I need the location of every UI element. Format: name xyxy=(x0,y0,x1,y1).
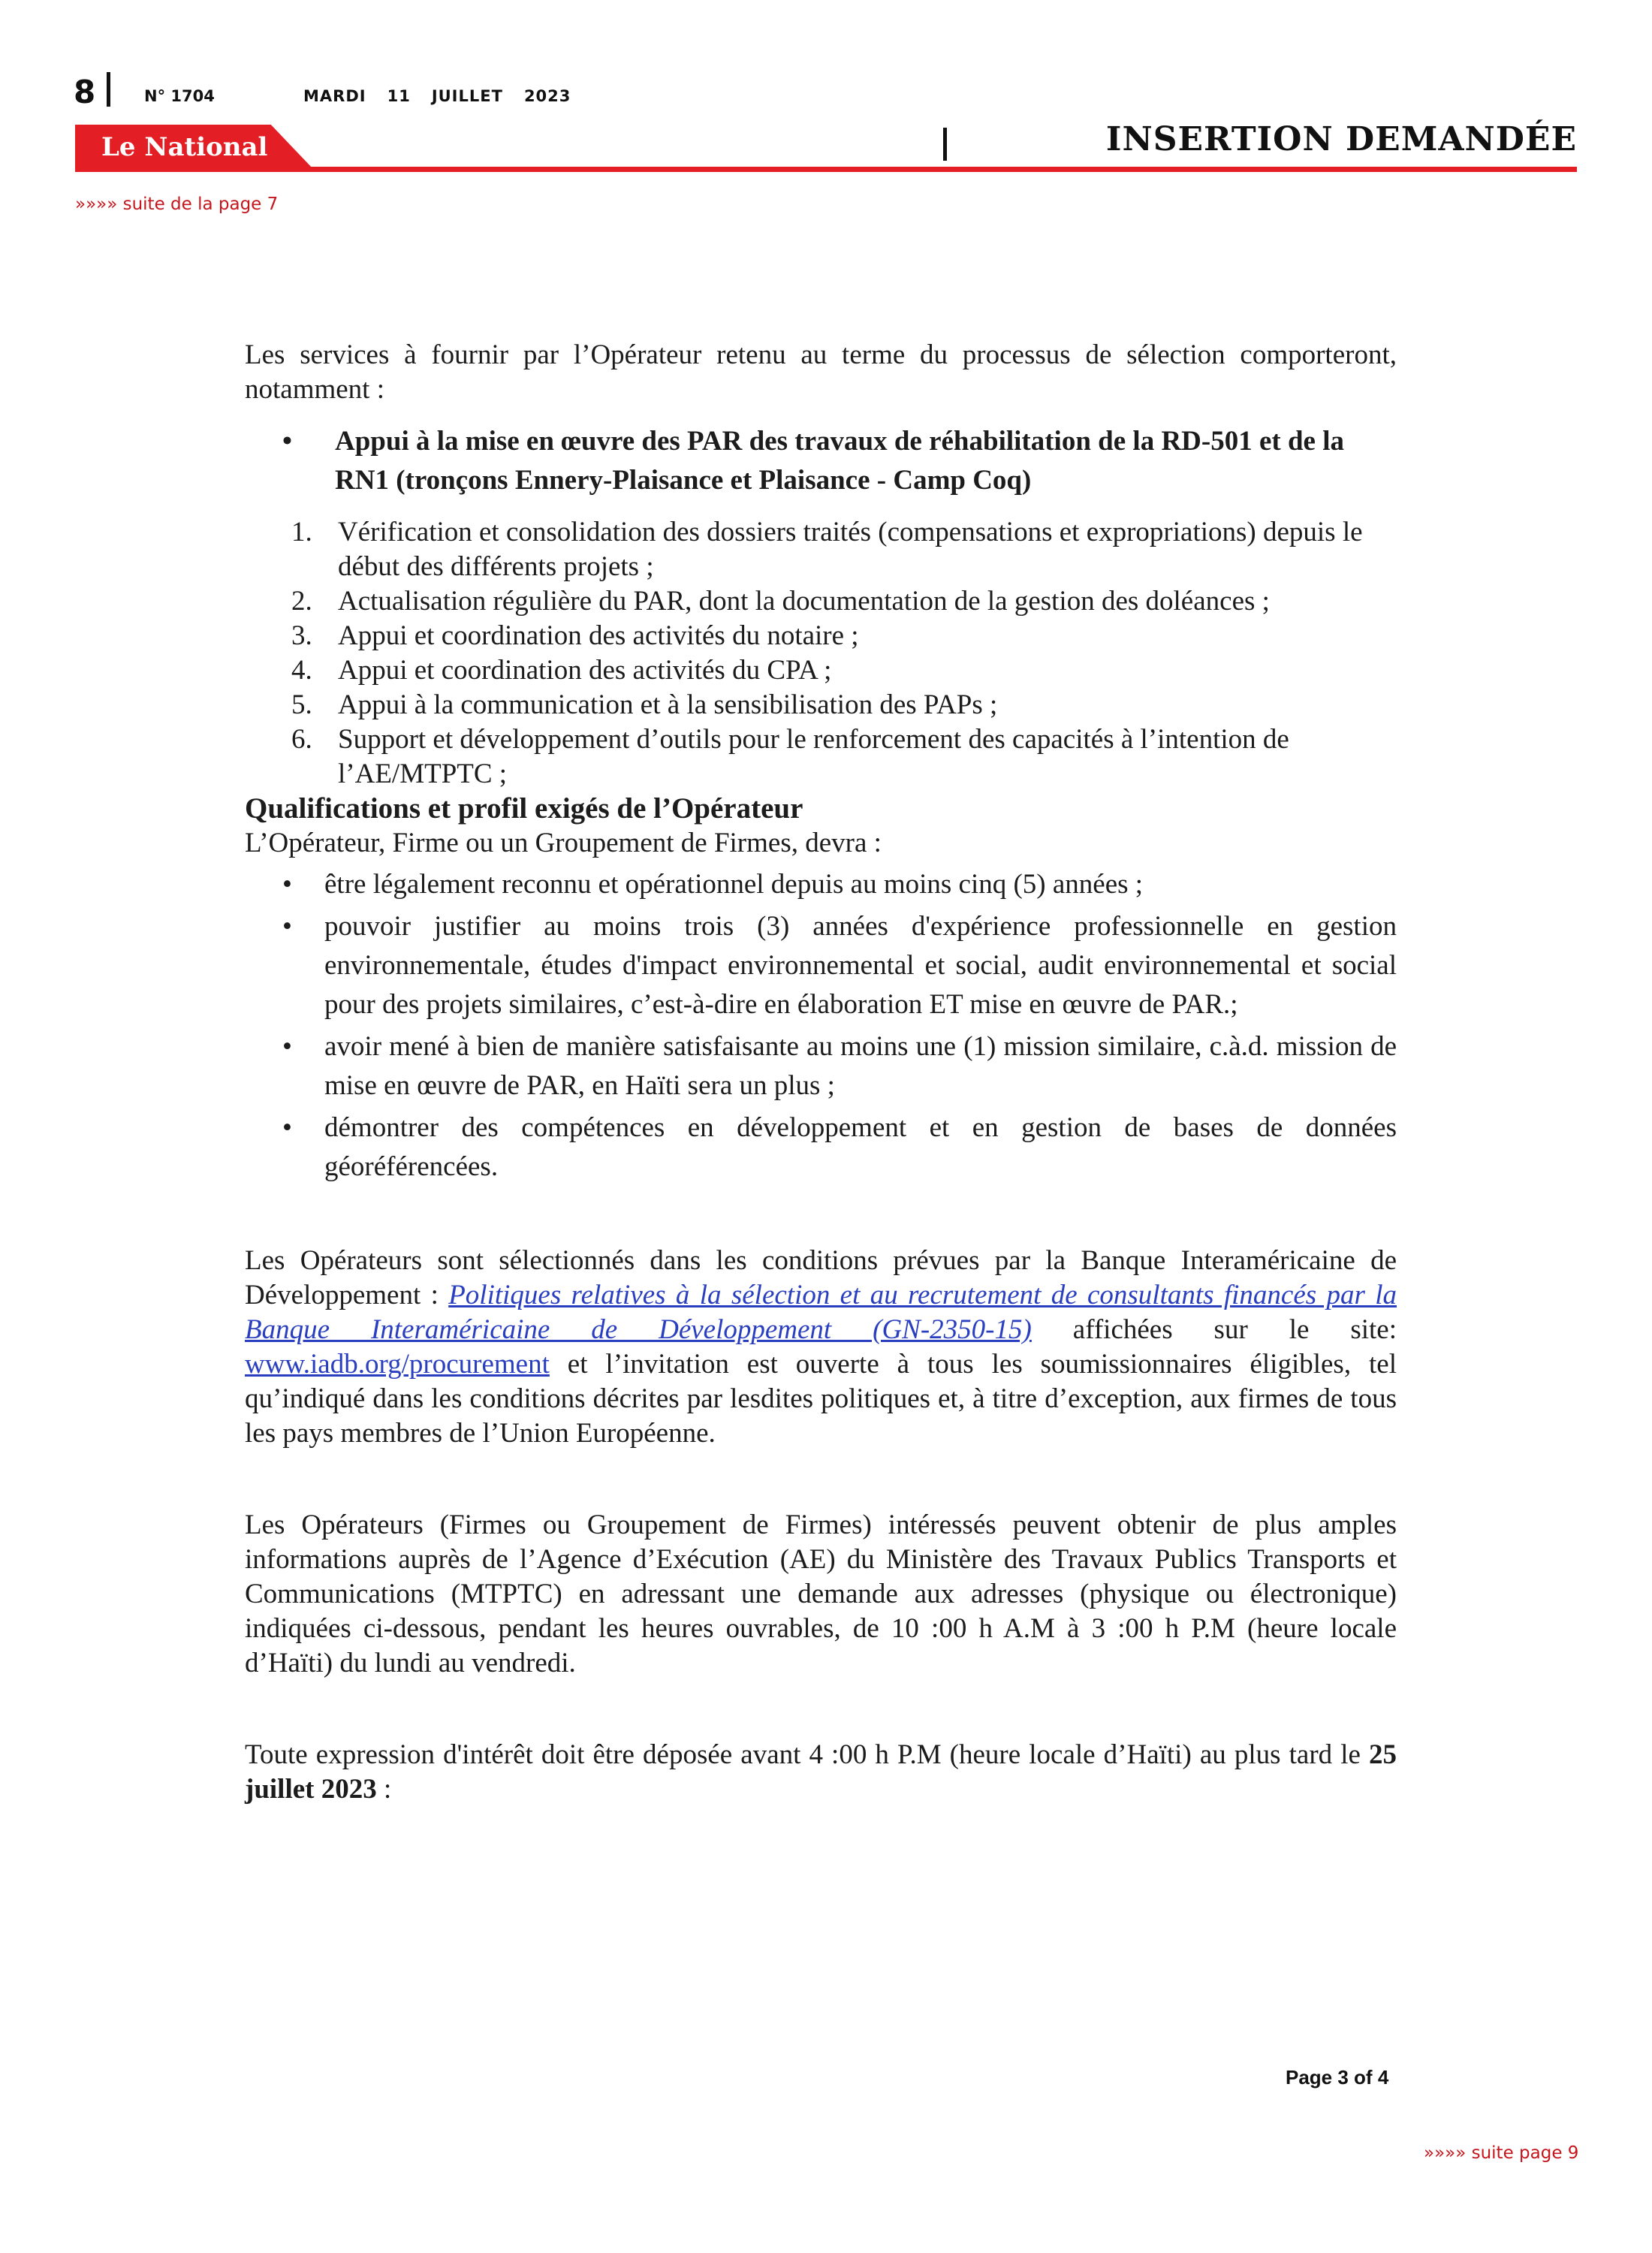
list-item: 1. Vérification et consolidation des dossiers traités (compensations et expropriations) depuis le début des différents projets ; xyxy=(291,517,1363,582)
bullet-icon: • xyxy=(282,869,292,900)
section-title: INSERTION DEMANDÉE xyxy=(1105,120,1577,158)
main-bullet-text: Appui à la mise en œuvre des PAR des travaux de réhabilitation de la RD-501 et de la RN1 (tronçons Ennery-Plaisance et Plaisance - Camp Coq) xyxy=(335,426,1344,496)
list-item: 5. Appui à la communication et à la sensibilisation des PAPs ; xyxy=(291,689,998,720)
deadline-paragraph: Toute expression d'intérêt doit être déposée avant 4 :00 h P.M (heure locale d’Haïti) au plus tard le 25 juillet 2023 : xyxy=(245,1739,1397,1805)
qualifications-heading: Qualifications et profil exigés de l’Opérateur xyxy=(245,792,803,825)
document-page-indicator: Page 3 of 4 xyxy=(1286,2066,1389,2089)
page-number: 8 xyxy=(74,74,96,110)
info-paragraph: Les Opérateurs (Firmes ou Groupement de Firmes) intéressés peuvent obtenir de plus amples informations auprès de l’Agence d’Exécution (AE) du Ministère des Travaux Publics Transports et Communications (MTPTC) en adressant une demande aux adresses (physique ou électronique) indiquées ci-dessous, pendant les heures ouvrables, de 10 :00 h A.M à 3 :00 h P.M (heure locale d’Haïti) du lundi au vendredi. xyxy=(245,1510,1397,1678)
services-intro: Les services à fournir par l’Opérateur retenu au terme du processus de sélection comporteront, notamment : xyxy=(245,339,1397,405)
list-item: • être légalement reconnu et opérationnel depuis au moins cinq (5) années ; xyxy=(245,865,1397,904)
issue-number: N° 1704 xyxy=(144,87,215,105)
list-item: • avoir mené à bien de manière satisfaisante au moins une (1) mission similaire, c.à.d. mission de mise en œuvre de PAR, en Haïti sera un plus ; xyxy=(245,1027,1397,1105)
date-year: 2023 xyxy=(523,87,571,105)
issue-date xyxy=(303,87,592,105)
list-item: 6. Support et développement d’outils pour le renforcement des capacités à l’intention de l’AE/MTPTC ; xyxy=(291,724,1289,789)
header-rule xyxy=(75,167,1577,172)
bullet-icon: • xyxy=(282,911,292,942)
list-item: 3. Appui et coordination des activités du notaire ; xyxy=(291,620,859,651)
requirements-list xyxy=(245,865,1397,1187)
bullet-icon: • xyxy=(282,1031,292,1062)
selection-paragraph: Les Opérateurs sont sélectionnés dans les conditions prévues par la Banque Interaméricaine de Développement : Politiques relatives à la sélection et au recrutement de consultants financés par la Banque Interaméricaine de Développement (GN-2350-15) affichées sur le site: www.iadb.org/procurement et l’invitation est ouverte à tous les soumissionnaires éligibles, tel qu’indiqué dans les conditions décrites par lesdites politiques et, à titre d’exception, aux firmes de tous les pays membres de l’Union Européenne. xyxy=(245,1245,1397,1449)
list-item: • pouvoir justifier au moins trois (3) années d'expérience professionnelle en gestion environnementale, études d'impact environnemental et social, audit environnemental et social pour des projets similaires, c’est-à-dire en élaboration ET mise en œuvre de PAR.; xyxy=(245,907,1397,1024)
list-item: • démontrer des compétences en développement et en gestion de bases de données géoréférencées. xyxy=(245,1108,1397,1187)
date-weekday: MARDI xyxy=(303,87,366,105)
policy-link[interactable]: Politiques relatives à la sélection et au recrutement de consultants financés par la Banque Interaméricaine de Développement (GN-2350-15) xyxy=(245,1280,1397,1345)
iadb-procurement-link[interactable]: www.iadb.org/procurement xyxy=(245,1349,550,1380)
date-day: 11 xyxy=(387,87,411,105)
date-month: JUILLET xyxy=(431,87,503,105)
bullet-icon: • xyxy=(282,426,292,457)
continued-from-label: »»»» suite de la page 7 xyxy=(75,195,279,214)
main-bullet xyxy=(245,422,1397,500)
list-item: 4. Appui et coordination des activités du CPA ; xyxy=(291,655,832,686)
brand-logo-text: Le National xyxy=(101,132,268,162)
task-list xyxy=(245,515,1397,792)
document-body xyxy=(245,338,1397,1807)
bullet-icon: • xyxy=(282,1112,292,1143)
qualifications-intro: L’Opérateur, Firme ou un Groupement de Firmes, devra : xyxy=(245,828,882,858)
header-divider xyxy=(943,128,947,161)
list-item: 2. Actualisation régulière du PAR, dont la documentation de la gestion des doléances ; xyxy=(291,586,1270,617)
page-number-divider xyxy=(107,72,110,107)
continued-to-label: »»»» suite page 9 xyxy=(1424,2143,1579,2163)
deadline-date: 25 juillet 2023 xyxy=(245,1739,1397,1805)
